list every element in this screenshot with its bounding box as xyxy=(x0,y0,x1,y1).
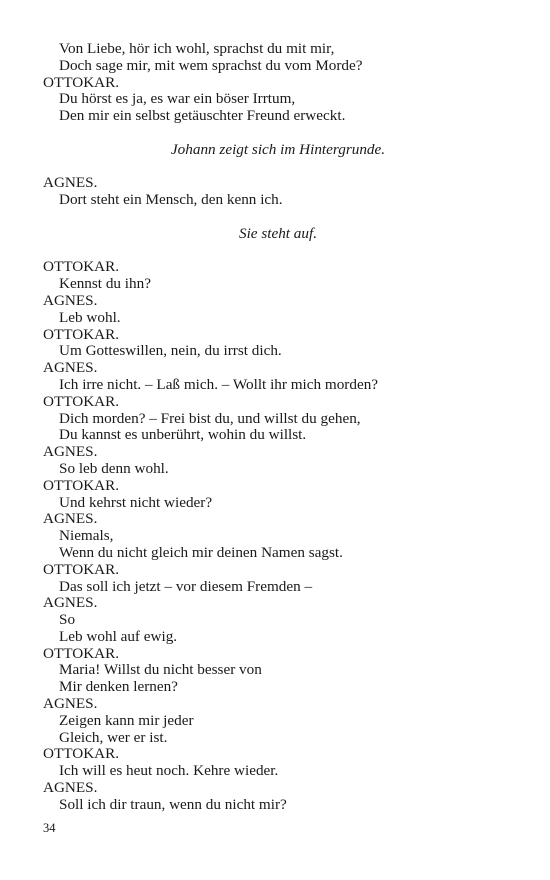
speaker-name: OTTOKAR. xyxy=(43,644,120,662)
verse-line: Kennst du ihn? xyxy=(59,275,151,293)
verse-line: Maria! Willst du nicht besser von xyxy=(59,661,262,679)
page-number: 34 xyxy=(43,821,56,835)
verse-line: Ich will es heut noch. Kehre wieder. xyxy=(59,762,279,780)
verse-line: Gleich, wer er ist. xyxy=(59,728,168,746)
speaker-name: AGNES. xyxy=(43,174,98,192)
stage-direction: Sie steht auf. xyxy=(238,224,318,242)
verse-line: Soll ich dir traun, wenn du nicht mir? xyxy=(59,795,287,813)
blank-line xyxy=(43,159,513,176)
speaker-name: OTTOKAR. xyxy=(43,476,120,494)
speaker-name: AGNES. xyxy=(43,291,98,309)
verse-line: Um Gotteswillen, nein, du irrst dich. xyxy=(59,342,282,360)
verse-line: So leb denn wohl. xyxy=(59,459,169,477)
speaker-name: OTTOKAR. xyxy=(43,560,120,578)
speaker-name: OTTOKAR. xyxy=(43,392,120,410)
blank-line xyxy=(43,125,513,142)
verse-line: Das soll ich jetzt – vor diesem Fremden – xyxy=(59,577,313,595)
speaker-name: OTTOKAR. xyxy=(43,73,120,91)
dialogue-text xyxy=(43,41,513,814)
verse-line: Du hörst es ja, es war ein böser Irrtum, xyxy=(59,90,296,108)
verse-line: Niemals, xyxy=(59,527,114,545)
verse-line: Den mir ein selbst getäuschter Freund erweckt. xyxy=(59,107,346,125)
verse-line: Von Liebe, hör ich wohl, sprachst du mit mir, xyxy=(59,40,335,57)
verse-line: Ich irre nicht. – Laß mich. – Wollt ihr mich morden? xyxy=(59,375,379,393)
speaker-name: OTTOKAR. xyxy=(43,745,120,763)
blank-line xyxy=(43,243,513,260)
verse-line: Und kehrst nicht wieder? xyxy=(59,493,213,511)
speaker-name: AGNES. xyxy=(43,695,98,713)
speaker-name: OTTOKAR. xyxy=(43,325,120,343)
blank-line xyxy=(43,209,513,226)
speaker-name: AGNES. xyxy=(43,359,98,377)
verse-line: Wenn du nicht gleich mir deinen Namen sagst. xyxy=(59,543,343,561)
verse-line: Du kannst es unberührt, wohin du willst. xyxy=(59,426,307,444)
speaker-name: AGNES. xyxy=(43,594,98,612)
speaker-name: AGNES. xyxy=(43,443,98,461)
verse-line: Leb wohl auf ewig. xyxy=(59,627,178,645)
verse-line: Mir denken lernen? xyxy=(59,678,178,696)
verse-line: Zeigen kann mir jeder xyxy=(59,711,194,729)
verse-line: Leb wohl. xyxy=(59,308,121,326)
speaker-name: OTTOKAR. xyxy=(43,258,120,276)
verse-line: Dich morden? – Frei bist du, und willst du gehen, xyxy=(59,409,361,427)
speaker-name: AGNES. xyxy=(43,510,98,528)
verse-line: So xyxy=(59,611,76,629)
verse-line: Doch sage mir, mit wem sprachst du vom Morde? xyxy=(59,56,363,74)
speaker-name: AGNES. xyxy=(43,779,98,797)
stage-direction: Johann zeigt sich im Hintergrunde. xyxy=(170,140,386,158)
verse-line: Dort steht ein Mensch, den kenn ich. xyxy=(59,191,283,209)
